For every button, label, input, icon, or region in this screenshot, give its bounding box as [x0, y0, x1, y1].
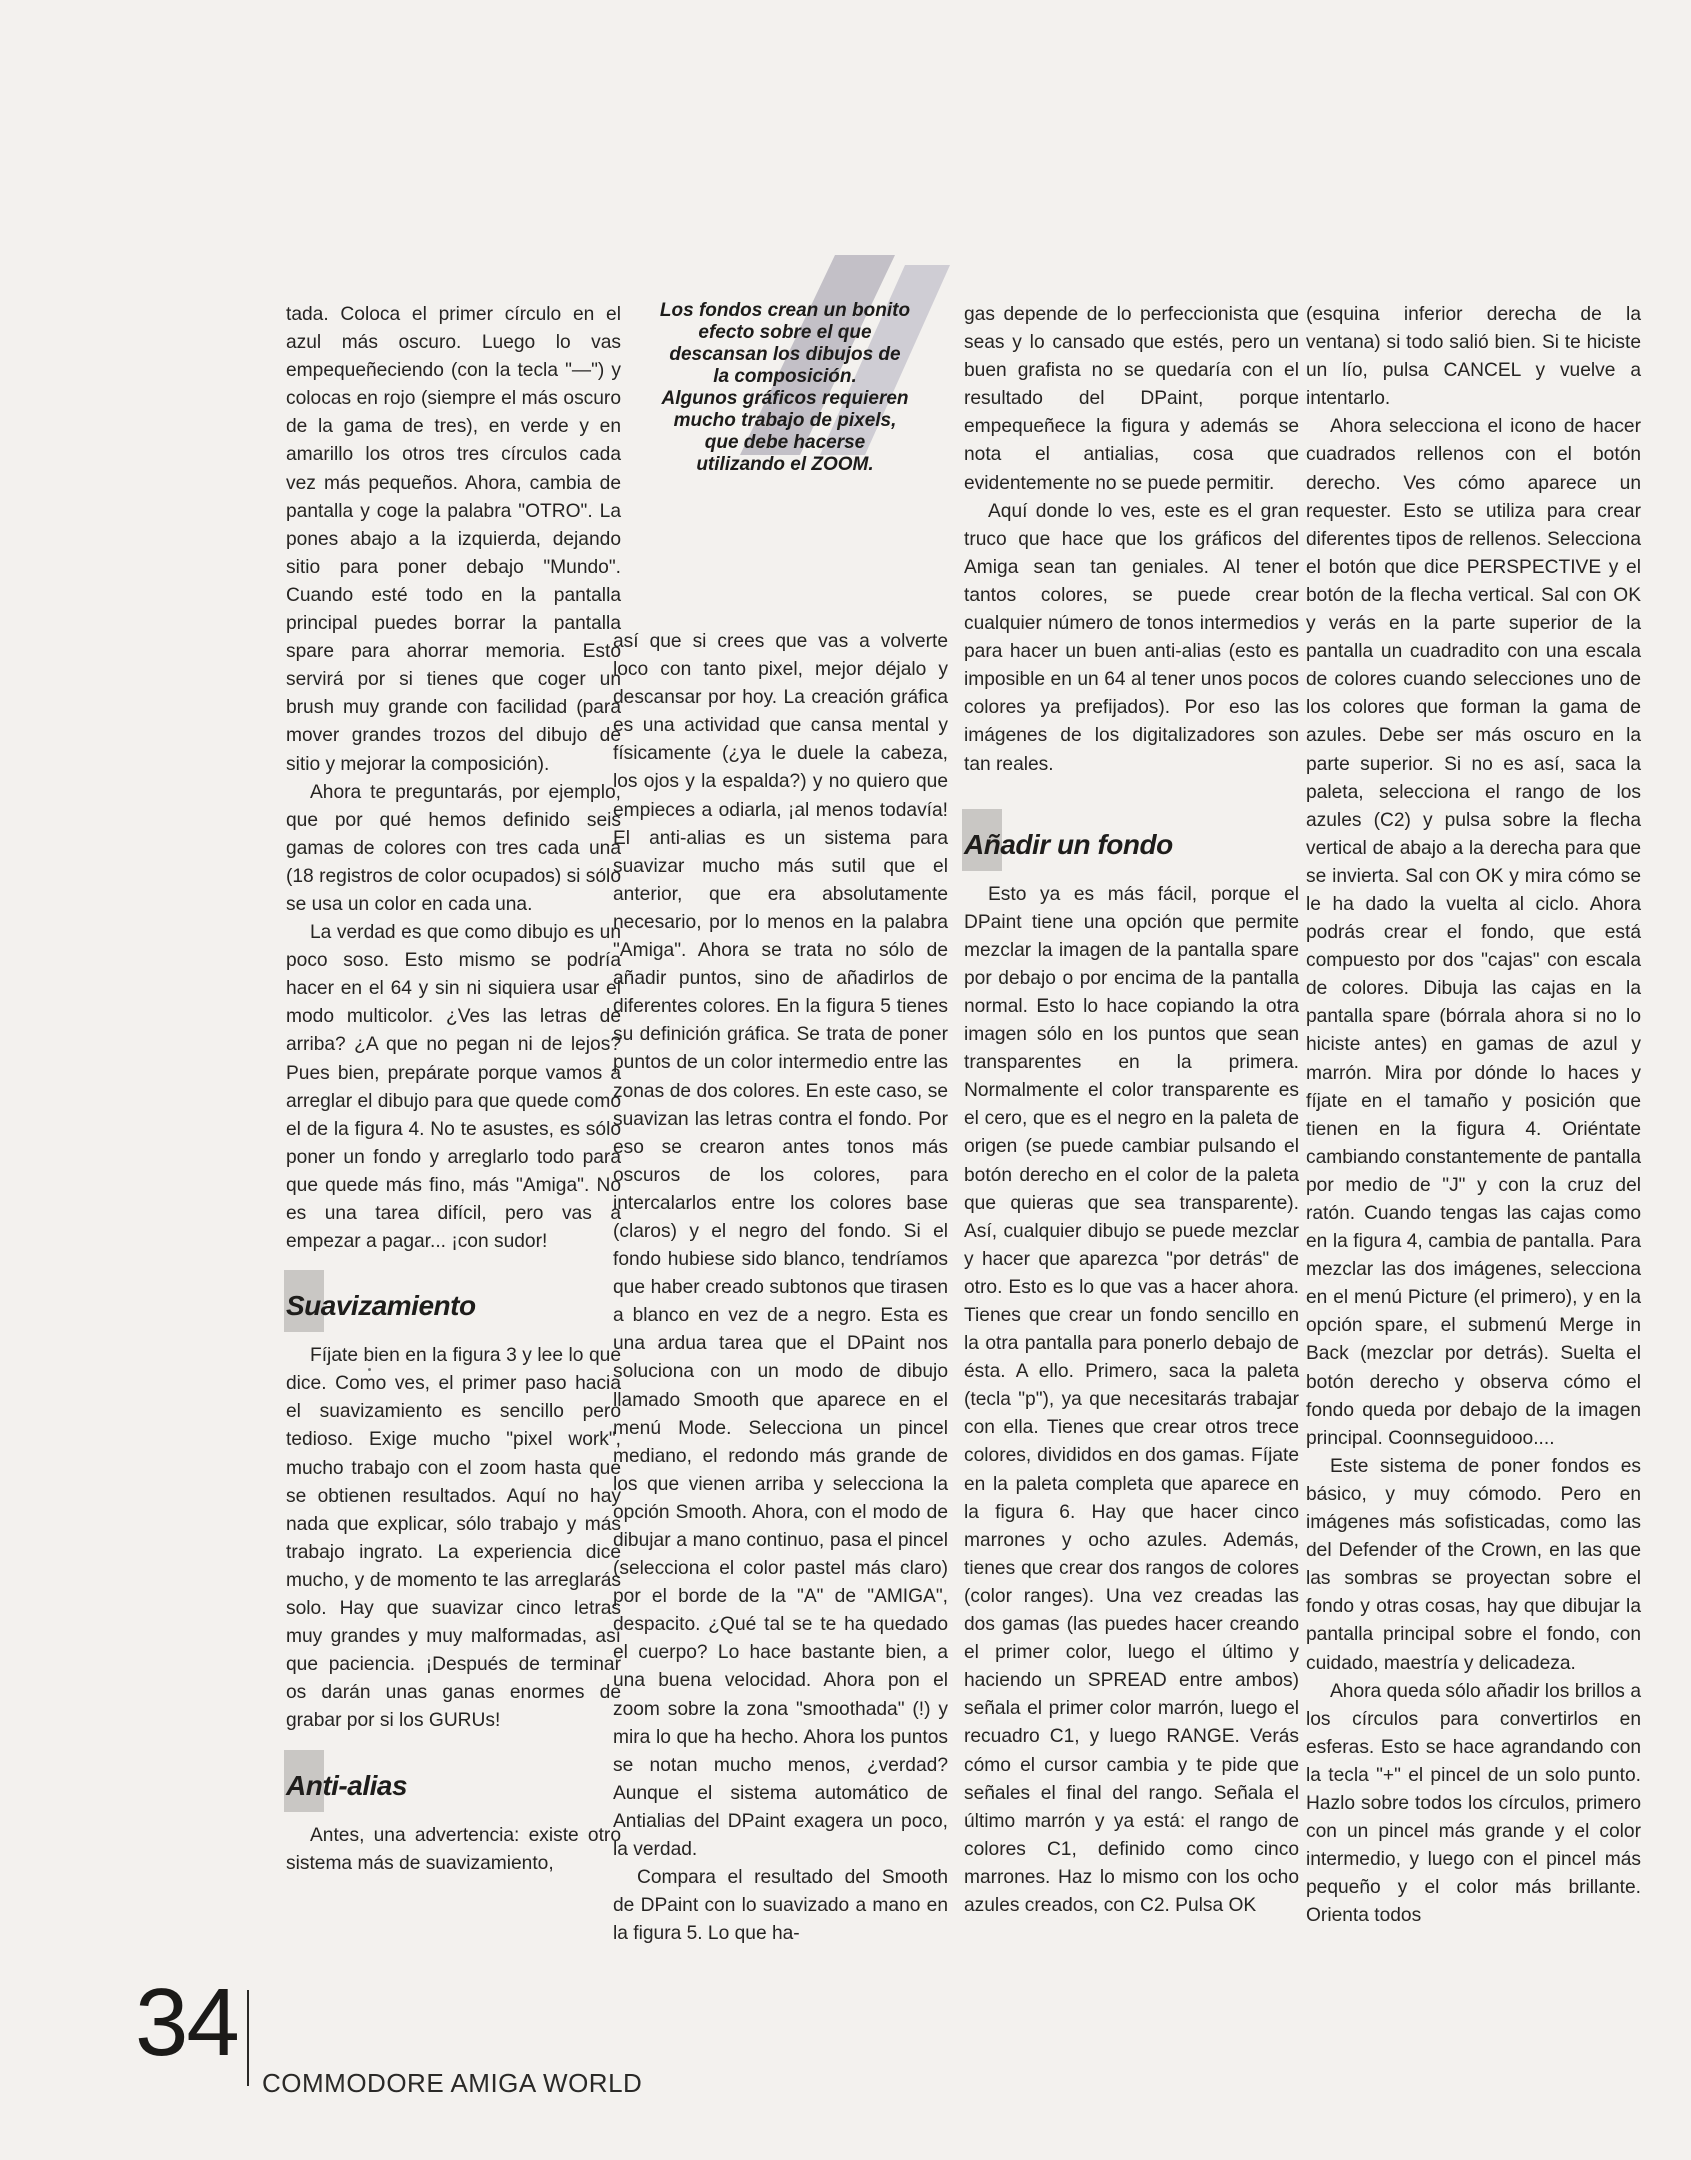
paragraph: Ahora selecciona el icono de hacer cuadrados rellenos con el botón derecho. Ves cómo aparece un requester. Esto se utiliza para crear diferentes tipos de rellenos. Selecciona el botón que dice PERSPECTIVE y el botón de la flecha vertical. Sal con OK y verás en la parte superior de la pantalla un cuadradito con una escala de colores cuando selecciones uno de los colores que forman la gama de azules. Debe ser más oscuro en la parte superior. Si no es así, saca la paleta, selecciona el rango de los azules (C2) y pulsa sobre la flecha vertical de abajo a la derecha para que se invierta. Sal con OK y mira cómo se le ha dado la vuelta al ciclo. Ahora podrás crear el fondo, que está compuesto por dos "cajas" con escala de colores. Dibuja las cajas en la pantalla spare (bórrala ahora si no lo hiciste antes) en gamas de azul y marrón. Mira por dónde lo haces y fíjate en el tamaño y posición que tienen en la figura 4. Oriéntate cambiando constantemente de pantalla por medio de "J" y con la cruz del ratón. Cuando tengas las cajas como en la figura 4, cambia de pantalla. Para mezclar las dos imágenes, selecciona en el menú Picture (el primero), y en la opción spare, el submenú Merge in Back (mezclar por detrás). Suelta el botón derecho y observa cómo el fondo queda por debajo de la imagen principal. Coonnseguidooo.... — [1306, 416, 1641, 1449]
paragraph: Este sistema de poner fondos es básico, y muy cómodo. Pero en imágenes más sofisticadas, como las del Defender of the Crown, en las que las sombras se proyectan sobre el fondo y otras cosas, hay que dibujar la pantalla principal sobre el fondo, con cuidado, maestría y delicadeza. — [1306, 1455, 1641, 1674]
paragraph: Fíjate bien en la figura 3 y lee lo que dice. Como ves, el primer paso hacia el suavizamiento es sencillo pero tedioso. Exige mucho "pixel work", mucho trabajo con el zoom hasta que se obtienen resultados. Aquí no hay nada que explicar, sólo trabajo y más trabajo ingrato. La experiencia dice mucho, y de momento te las arreglarás solo. Hay que suavizar cinco letras muy grandes y muy malformadas, así que paciencia. ¡Después de terminar os darán unas ganas enormes de grabar por si los GURUs! — [286, 1345, 621, 1732]
paragraph: (esquina inferior derecha de la ventana) si todo salió bien. Si te hiciste un lío, pulsa CANCEL y vuelve a intentarlo. — [1306, 304, 1641, 410]
caption-line: que debe hacerse — [704, 432, 866, 453]
magazine-name: COMMODORE AMIGA WORLD — [262, 2068, 643, 2098]
paragraph: tada. Coloca el primer círculo en el azul más oscuro. Luego lo vas empequeñeciendo (con la tecla "—") y colocas en rojo (siempre el más oscuro de la gama de tres), en verde y en amarillo los otros tres círculos cada vez más pequeños. Ahora, cambia de pantalla y coge la palabra "OTRO". La pones abajo a la izquierda, dejando sitio para poner debajo "Mundo". Cuando esté todo en la pantalla principal puedes borrar la pantalla spare para ahorrar memoria. Esto servirá por si tienes que coger un brush muy grande con facilidad (para mover grandes trozos del dibujo de sitio y mejorar la composición). — [286, 304, 621, 775]
heading-text: Anti-alias — [286, 1769, 408, 1801]
paragraph: gas depende de lo perfeccionista que seas y lo cansado que estés, pero un buen grafista no se quedaría con el resultado del DPaint, porque empequeñece la figura y además se nota el antialias, cosa que evidentemente no se puede permitir. — [964, 304, 1299, 494]
paragraph: Aquí donde lo ves, este es el gran truco que hace que los gráficos del Amiga sean tan geniales. Al tener tantos colores, se puede crear cualquier número de tonos intermedios para hacer un buen anti-alias (esto es imposible en un 64 al tener unos pocos colores ya prefijados). Por eso las imágenes de los digitalizadores son tan reales. — [964, 500, 1299, 775]
caption-line: Los fondos crean un bonito — [659, 300, 911, 321]
caption-line: efecto sobre el que — [698, 322, 872, 343]
heading-text: Suavizamiento — [286, 1290, 476, 1322]
paragraph: Ahora queda sólo añadir los brillos a los círculos para convertirlos en esferas. Esto se hace agrandando con la tecla "+" el pincel de un solo punto. Hazlo sobre todos los círculos, primero con un pincel más grande y el color intermedio, y luego con el pincel más pequeño y el color más brillante. Orienta todos — [1306, 1680, 1641, 1927]
section-heading-anadir-fondo — [964, 823, 1299, 867]
column-3 — [964, 301, 1299, 1920]
footer-rule — [247, 1990, 249, 2086]
caption-line: descansan los dibujos de — [669, 344, 901, 365]
paragraph: Esto ya es más fácil, porque el DPaint tiene una opción que permite mezclar la imagen de la pantalla spare por debajo o por encima de la pantalla normal. Esto lo hace copiando la otra imagen sólo en los puntos que sean transparentes en la primera. Normalmente el color transparente es el cero, que es el negro en la paleta de origen (se puede cambiar pulsando el botón derecho en el color de la paleta que quieras que sea transparente). Así, cualquier dibujo se puede mezclar y hacer que aparezca "por detrás" de otro. Esto es lo que vas a hacer ahora. Tienes que crear un fondo sencillo en la otra pantalla para ponerlo debajo de ésta. A ello. Primero, saca la paleta (tecla "p"), ya que necesitarás trabajar con ella. Tienes que crear otros trece colores, divididos en dos gamas. Fíjate en la paleta completa que aparece en la figura 6. Hay que hacer cinco marrones y ocho azules. Además, tienes que crear dos rangos de colores (color ranges). Una vez creadas las dos gamas (las puedes hacer creando el primer color, luego el último y haciendo un SPREAD entre ambos) señala el primer color marrón, luego el recuadro C1, y luego RANGE. Verás cómo el cursor cambia y te pide que señales el final del rango. Señala el último marrón y ya está: el rango de colores C1, definido como cinco marrones. Haz lo mismo con los ocho azules creados, con C2. Pulsa OK — [964, 883, 1299, 1916]
page-number: 34 — [135, 1969, 238, 2076]
caption-line: la composición. — [713, 366, 857, 387]
column-4 — [1306, 301, 1641, 1930]
heading-text: Añadir un fondo — [964, 828, 1173, 860]
paper-speck — [368, 1368, 371, 1371]
column-2 — [613, 628, 948, 1948]
image-caption — [620, 300, 950, 476]
paragraph: Compara el resultado del Smooth de DPaint con lo suavizado a mano en la figura 5. Lo que ha- — [613, 1867, 948, 1945]
paragraph: La verdad es que como dibujo es un poco soso. Esto mismo se podría hacer en el 64 y sin ni siquiera usar el modo multicolor. ¿Ves las letras de arriba? ¿A que no pegan ni de lejos? Pues bien, prepárate porque vamos a arreglar el dibujo para que quede como el de la figura 4. No te asustes, es sólo poner un fondo y arreglarlo todo para que quede más fino, más "Amiga". No es una tarea difícil, pero vas a empezar a pagar... ¡con sudor! — [286, 922, 621, 1253]
caption-line: Algunos gráficos requieren — [661, 388, 909, 409]
paragraph: Ahora te preguntarás, por ejemplo, que por qué hemos definido seis gamas de colores con tres cada una (18 registros de color ocupados) si sólo se usa un color en cada una. — [286, 781, 621, 915]
section-heading-suavizamiento — [286, 1284, 621, 1328]
caption-line: utilizando el ZOOM. — [696, 454, 874, 475]
paragraph: así que si crees que vas a volverte loco con tanto pixel, mejor déjalo y descansar por hoy. La creación gráfica es una actividad que cansa mental y físicamente (¿ya le duele la cabeza, los ojos y la espalda?) y no quiero que empieces a odiarla, ¡al menos todavía! El anti-alias es un sistema para suavizar mucho más sutil que el anterior, que era absolutamente necesario, por lo menos en la palabra "Amiga". Ahora se trata no sólo de añadir puntos, sino de añadirlos de diferentes colores. En la figura 5 tienes su definición gráfica. Se trata de poner puntos de un color intermedio entre las zonas de dos colores. En este caso, se suavizan las letras contra el fondo. Por eso se crearon antes tonos más oscuros de los colores, para intercalarlos entre los colores base (claros) y el negro del fondo. Si el fondo hubiese sido blanco, tendríamos que haber creado subtonos que tirasen a blanco en vez de a negro. Esta es una ardua tarea que el DPaint nos soluciona con un modo de dibujo llamado Smooth que aparece en el menú Mode. Selecciona un pincel mediano, el redondo más grande de los que vienen arriba y selecciona la opción Smooth. Ahora, con el modo de dibujar a mano continuo, pasa el pincel (selecciona el color pastel más claro) por el borde de la "A" de "AMIGA", despacito. ¿Qué tal se te ha quedado el cuerpo? Lo hace bastante bien, a una buena velocidad. Ahora pon el zoom sobre la zona "smoothada" (!) y mira lo que ha hecho. Ahora los puntos se notan mucho menos, ¿verdad? Aunque el sistema automático de Antialias del DPaint exagera un poco, la verdad. — [613, 631, 948, 1861]
section-heading-anti-alias — [286, 1764, 621, 1808]
column-1 — [286, 301, 621, 1878]
paragraph: Antes, una advertencia: existe otro sistema más de suavizamiento, — [286, 1824, 621, 1874]
caption-line: mucho trabajo de pixels, — [673, 410, 897, 431]
